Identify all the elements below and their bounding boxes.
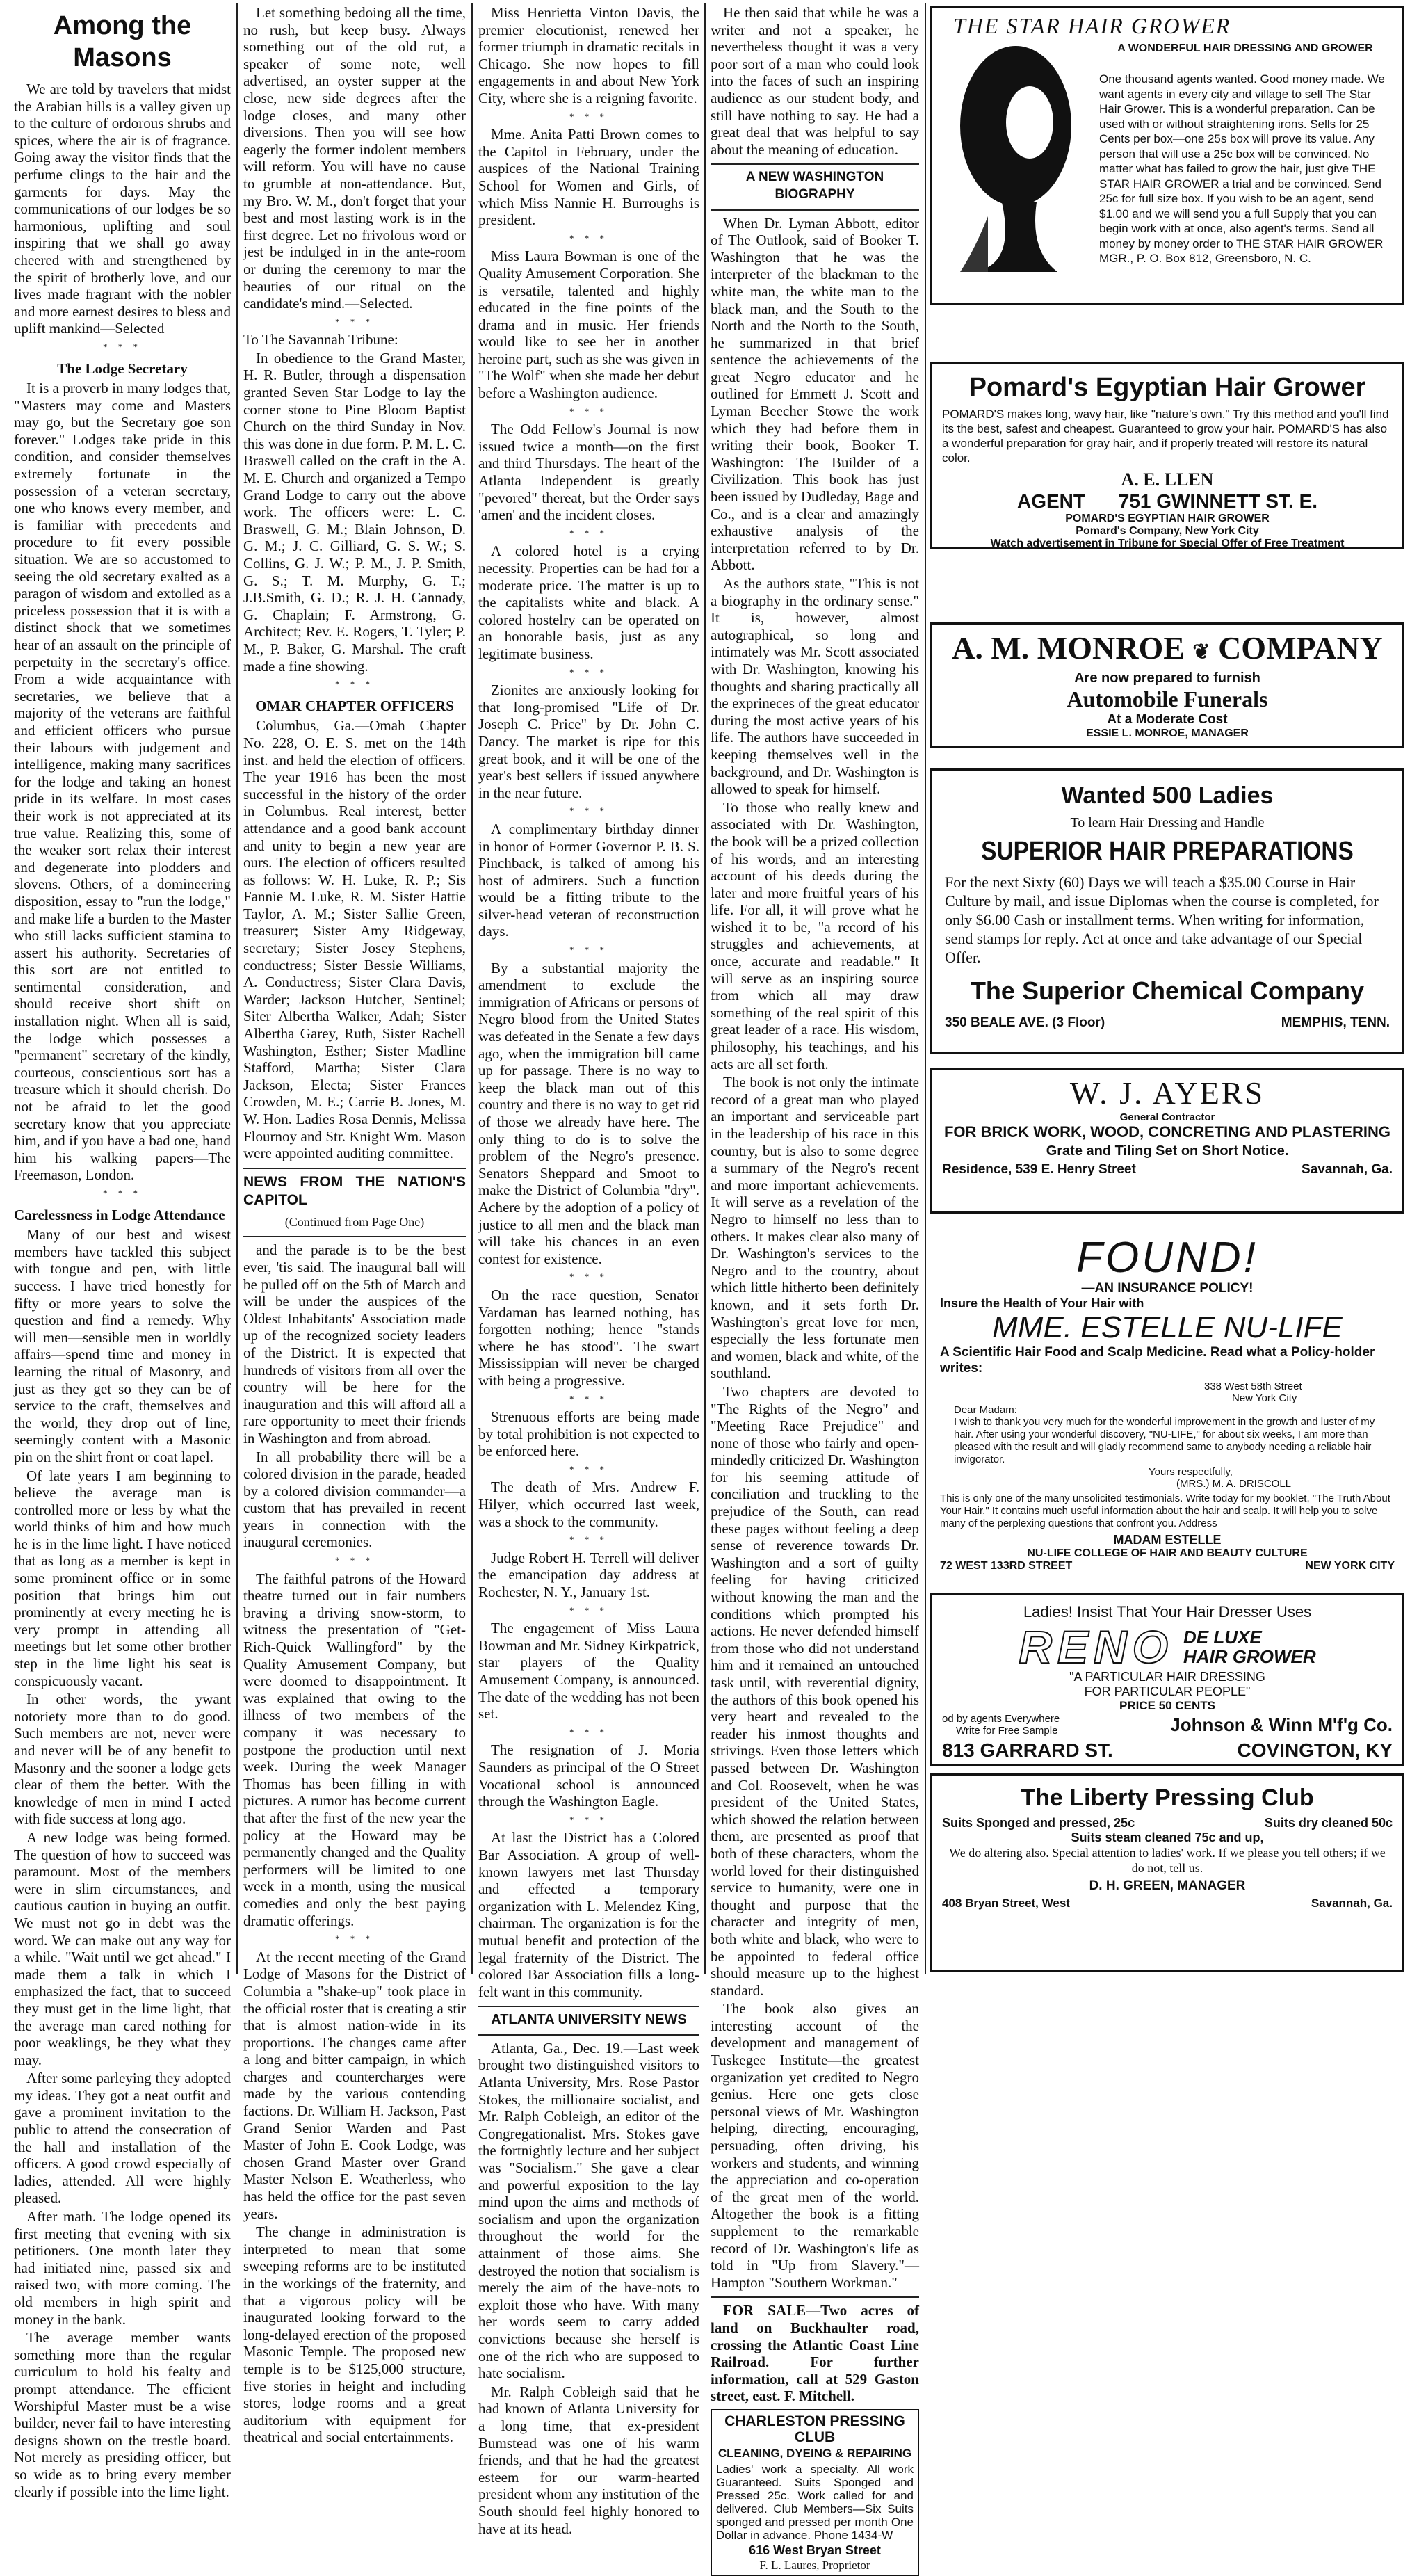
continued-note: (Continued from Page One) bbox=[284, 1214, 425, 1229]
separator: * * * bbox=[569, 1604, 608, 1616]
article-paragraph: The faithful patrons of the Howard theatre turned out in fair numbers braving a driving snow-storm, to witness the presentation of "Get-Rich-Quick Wallingford" by the Quality Amusement Company, but were doomed to disappointment. It was explained that owing to the illness of two members of the company it was necessary to postpone the production until next week. During the week Manager Thomas has been filling in with pictures. A rumor has become current that after the first of the new year the policy at the Howard may be permanently changed and the Quality performers will be limited to one week in a month, using the musical comedies and only the best paying dramatic offerings. bbox=[243, 1570, 466, 1929]
reno-sold-block bbox=[942, 1713, 1060, 1737]
pomard-agent-label: AGENT bbox=[1016, 490, 1085, 512]
column-3 bbox=[478, 4, 699, 2537]
article-paragraph: By a substantial majority the amendment to exclude the immigration of Africans or persons of Negro blood from the United States was defeated in the Senate a few days ago, when the immigration bill came up for passage. There is no way to keep the black man out of this country and there is no way to get rid of those we already have here. The only thing to do is to solve the problem of the Negro's presence. Senators Sheppard and Smoot to make the District of Columbia "dry". Achere by the adoption of a policy of justice to all men and the black man will take his chances in an even contest for existence. bbox=[478, 959, 699, 1267]
charleston-tagline: CLEANING, DYEING & REPAIRING bbox=[717, 2446, 912, 2460]
separator: * * * bbox=[569, 944, 608, 956]
separator: * * * bbox=[569, 527, 608, 538]
separator: * * * bbox=[569, 1393, 608, 1404]
article-paragraph: Of late years I am beginning to believe the average man is controlled more or less by what the world thinks of him and how much he is in the lime light. I have noticed that as long as a member is kept in some prominent office or in some position that brings him out prominently at every meeting he is very prompt in attending all meetings but let some other brother step in the lime light his seat is conspicuously vacant. bbox=[14, 1467, 231, 1689]
nulife-dear: Dear Madam: bbox=[954, 1404, 1017, 1416]
monroe-line1: Are now prepared to furnish bbox=[1074, 670, 1260, 686]
article-paragraph: At last the District has a Colored Bar Association. A group of well-known lawyers met last Thursday and effected a temporary organization with L. Melendez King, chairman. The organization is for the mutual benefit and protection of the legal fraternity of the District. The colored Bar Association fills a long-felt want in this community. bbox=[478, 1829, 699, 2000]
nulife-madam: MADAM ESTELLE bbox=[1113, 1533, 1222, 1547]
reno-company: Johnson & Winn M'f'g Co. bbox=[1170, 1714, 1393, 1735]
article-paragraph: Zionites are anxiously looking for that long-promised "Life of Dr. Joseph C. Price" by Dr. John C. Dancy. The market is ripe for this great book, and it will be one of the year's best sellers if issued anywhere in the near future. bbox=[478, 682, 699, 801]
separator: * * * bbox=[335, 1933, 374, 1945]
reno-tag1: "A PARTICULAR HAIR DRESSING bbox=[1069, 1670, 1265, 1684]
separator: * * * bbox=[335, 316, 374, 327]
column-1 bbox=[14, 4, 231, 2500]
divider bbox=[711, 163, 919, 165]
article-paragraph: The book is not only the intimate record of a great man who played an important and serviceable part in the leadership of his race in this country, but is also to some degree a summary of the Negro's recent and more important achievements. It will serve as a revelation of the Negro to himself no less than to others. It makes clear also many of Dr. Washington's services to the Negro and to the country, about which little hitherto been definitely known, and it sets forth Dr. Washington's great love for men, especially the less fortunate men and women, black and white, of the southland. bbox=[711, 1074, 919, 1382]
reno-line1: Ladies! Insist That Your Hair Dresser Uses bbox=[1023, 1603, 1312, 1620]
article-paragraph: A new lodge was being formed. The question of how to succeed was paramount. Most of the members were in slim circumstances, and cautious caution in buying an outfit. We must not go in debt was the word. We can make out any way for a while. "Wait until we get ahead." I made them a talk in which I emphasized the fact, that to succeed they must get in the lime light, that the average man cared nothing for poor weaklings, be they what they may. bbox=[14, 1828, 231, 2068]
liberty-line1a: Suits Sponged and pressed, 25c bbox=[942, 1816, 1135, 1830]
reno-street: 813 GARRARD ST. bbox=[942, 1739, 1113, 1761]
monroe-line2: Automobile Funerals bbox=[1067, 686, 1268, 711]
divider bbox=[711, 209, 919, 211]
reno-brand-row bbox=[942, 1621, 1393, 1673]
liberty-line3: We do altering also. Special attention to ladies' work. If we please you tell others; if we do not, tell us. bbox=[949, 1846, 1386, 1875]
ad-reno bbox=[930, 1593, 1404, 1766]
subheading-omar-chapter: OMAR CHAPTER OFFICERS bbox=[255, 697, 454, 714]
star-body: One thousand agents wanted. Good money made. We want agents in every city and village to sell The Star Hair Grower. This is a wonderful preparation. Can be used with or without straightening irons. Sells for 25 Cents per box—one 25s box will prove its value. Any person that will use a 25c box will be convinced. No matter what has failed to grow the hair, just give THE STAR HAIR GROWER a trial and be convinced. Send 25c for full size box. If you wish to be an agent, send $1.00 and we will send you a full Supply that you can begin work with at once, also agent's terms. Send all money by money order to THE STAR HAIR GROWER MGR., P. O. Box 812, Greensboro, N. C. bbox=[1099, 72, 1385, 265]
article-paragraph: In all probability there will be a colored division in the parade, headed by a colored division commander—a custom that has prevailed in recent years in connection with the inaugural ceremonies. bbox=[243, 1448, 466, 1551]
article-paragraph: The change in administration is interpreted to mean that some sweeping reforms are to be instituted in the workings of the fraternity, and that a vigorous policy will be inaugurated looking forward to the long-delayed erection of the proposed Masonic Temple. The proposed new temple is to be $125,000 structure, five stories in height and including stores, lodge rooms and a great auditorium with equipment for theatrical and social entertainments. bbox=[243, 2223, 466, 2446]
article-paragraph: After math. The lodge opened its first meeting that evening with six petitioners. One month later they had initiated nine, passed six and raised two, with more coming. The old members in high spirit and money in the bank. bbox=[14, 2208, 231, 2328]
nulife-college: NU-LIFE COLLEGE OF HAIR AND BEAUTY CULTURE bbox=[1027, 1547, 1308, 1559]
nulife-city: NEW YORK CITY bbox=[1305, 1560, 1395, 1572]
liberty-manager: D. H. GREEN, MANAGER bbox=[1089, 1878, 1246, 1893]
charleston-pressing-ad bbox=[711, 2409, 919, 2576]
charleston-owner: F. L. Laures, Proprietor bbox=[759, 2559, 870, 2573]
headline-among-the-masons: Among the Masons bbox=[53, 11, 192, 72]
article-paragraph: Columbus, Ga.—Omah Chapter No. 228, O. E. S. met on the 14th inst. and held the election of officers. The year 1916 has been the most successful in the history of the order in Columbus. Real interest, better attendance and a good bank account and unity to begin a new year are ours. The election of officers resulted as follows: W. H. Luke, R. P.; Sis Fannie M. Luke, R. M. Sister Hattie Taylor, A. M.; Sister Sallie Green, treasurer; Sister Amy Ridgeway, secretary; Sister Josey Stephens, conductress; Sister Bessie Williams, A. Conductress; Sister Clara Davis, Warder; Jackson Hutcher, Sentinel; Siter Albertha Walker, Adah; Sister Albertha Garey, Ruth, Sister Rachell Washington, Esther; Sister Madline Stafford, Martha; Sister Clara Jackson, Electa; Sister Frances Crowden, M. E.; Carrie B. Jones, M. W. Hon. Ladies Rosa Dennis, Melissa Flournoy and Str. Knight Wm. Mason were appointed auditing committee. bbox=[243, 717, 466, 1162]
nulife-addr1: 338 West 58th Street bbox=[1204, 1380, 1302, 1392]
charleston-body: Ladies' work a specialty. All work Guaranteed. Suits Sponged and Pressed 25c. Work called for and delivered. Club Members—Six Suits sponged and pressed per month One Dollar in advance. Phone 1434-W bbox=[716, 2462, 914, 2542]
divider bbox=[478, 2006, 699, 2007]
reno-tag2: FOR PARTICULAR PEOPLE" bbox=[1084, 1684, 1251, 1698]
ad-nu-life bbox=[930, 1230, 1404, 1584]
divider bbox=[478, 2034, 699, 2036]
article-paragraph: The Odd Fellow's Journal is now issued twice a month—on the first and third Thursdays. The heart of the Atlanta Independent is greatly "pevored" thereat, but the Order says 'amen' and the incident closes. bbox=[478, 421, 699, 524]
nulife-found: FOUND! bbox=[1076, 1234, 1258, 1282]
separator: * * * bbox=[335, 1555, 374, 1566]
monroe-manager: ESSIE L. MONROE, MANAGER bbox=[1086, 727, 1249, 739]
superior-body: For the next Sixty (60) Days we will teach a $35.00 Course in Hair Culture by mail, and issue Diplomas when the course is completed, for only $6.00 Cash or installment terms. When writing for information, send stamps for reply. Act at once and take advantage of our Special Offer. bbox=[945, 874, 1379, 966]
separator: * * * bbox=[569, 1534, 608, 1545]
article-paragraph: It is a proverb in many lodges that, "Masters may come and Masters may go, but the Secretary goe son forever." Lodges take pride in this condition, and consider themselves extremely fortunate in the possession of a veteran secretary, one who knows every member, and is familiar with precedents and procedure to fit every possible situation. We are so accustomed to seeing the old secretary exalted as a paragon of wisdom and extolled as a priceless possession that it is with a distinct shock that we sometimes hear of an assault on the principle of perpetuity in the secretary's office. From a wide acquaintance with secretaries, we believe that a majority of the veterans are faithful and efficient officers who pursue their labours with judgement and intelligence, making many sacrifices for the lodge and taking an honest pride in its welfare. In most cases their work is not appreciated at its true value. Realizing this, some of the weaker sort relax their interest and degenerate into plodders and slovens. Others, of a domineering disposition, essay to "run the lodge," and make life a burden to the Master who still lacks sufficient stamina to assert his authority. Secretaries of this sort are not entitled to sentimental consideration, and should receive short shift on installation night. When all is said, the lodge which possesses a "permanent" secretary of the kindly, courteous, conscientious sort has a treasure which it should cherish. Do not be afraid to let the good secretary know that you appreciate him, and if you have a bad one, hand him his walking papers—The Freemason, London. bbox=[14, 380, 231, 1184]
liberty-address: 408 Bryan Street, West bbox=[942, 1897, 1070, 1910]
article-paragraph: Miss Laura Bowman is one of the Quality Amusement Corporation. She is versatile, talented and highly educated in the fine points of the drama and in music. Her friends would like to see her in another heroine part, such as she was given in "The Wolf" when she made her debut before a Washington audience. bbox=[478, 248, 699, 402]
nulife-addr2: New York City bbox=[1232, 1392, 1297, 1404]
monroe-title-b: COMPANY bbox=[1218, 630, 1383, 666]
article-paragraph: Strenuous efforts are being made by total prohibition is not expected to be enforced here. bbox=[478, 1408, 699, 1460]
reno-deluxe: DE LUXE bbox=[1183, 1627, 1262, 1648]
pomard-title: Pomard's Egyptian Hair Grower bbox=[968, 373, 1366, 402]
pomard-agent-row bbox=[942, 490, 1393, 513]
reno-grower: HAIR GROWER bbox=[1183, 1646, 1316, 1667]
separator: * * * bbox=[569, 1814, 608, 1825]
superior-city: MEMPHIS, TENN. bbox=[1281, 1015, 1390, 1030]
woman-portrait-illustration bbox=[946, 42, 1085, 272]
pomard-agent-address: 751 GWINNETT ST. E. bbox=[1118, 490, 1318, 512]
nulife-desc: A Scientific Hair Food and Scalp Medicine. Read what a Policy-holder writes: bbox=[940, 1345, 1375, 1376]
separator: * * * bbox=[103, 341, 142, 352]
column-rule bbox=[704, 3, 706, 1974]
article-paragraph: The engagement of Miss Laura Bowman and Mr. Sidney Kirkpatrick, star players of the Quality Amusement Company, is announced. The date of the wedding has not been set. bbox=[478, 1620, 699, 1723]
ayers-address: Residence, 539 E. Henry Street bbox=[942, 1162, 1136, 1177]
subheading-lodge-secretary: The Lodge Secretary bbox=[57, 360, 188, 377]
ad-pomard bbox=[930, 362, 1404, 549]
column-2 bbox=[243, 4, 466, 2446]
column-4 bbox=[711, 4, 919, 2573]
nulife-street-row bbox=[940, 1560, 1395, 1572]
separator: * * * bbox=[569, 1726, 608, 1737]
article-paragraph: When Dr. Lyman Abbott, editor of The Outlook, said of Booker T. Washington that he was the interpreter of the blackman to the white man, the white man to the black man, and the South to the North and the North to the South, he summarized in that brief sentence the achievements of the great Negro educator and he outlined for Emmett J. Scott and Lyman Beecher Stowe the work which they had before them in writing their book, Booker T. Washington: The Builder of a Civilization. This book has just been issued by Dudleday, Bage and Co., and is a clear and amazingly exhaustive analysis of the interpretation referred to by Dr. Abbott. bbox=[711, 214, 919, 574]
superior-title: Wanted 500 Ladies bbox=[1061, 782, 1274, 809]
portrait-svg bbox=[946, 42, 1085, 272]
reno-grower-block bbox=[1183, 1627, 1316, 1666]
superior-line2: SUPERIOR HAIR PREPARATIONS bbox=[981, 837, 1354, 866]
article-paragraph: A colored hotel is a crying necessity. Properties can be had for a moderate price. The matter is up to the capitalists white and black. A colored hostelry can be operated on an honorable basis, just as any legitimate business. bbox=[478, 542, 699, 662]
divider bbox=[711, 2296, 919, 2298]
reno-sold: od by agents Everywhere bbox=[942, 1713, 1060, 1725]
monroe-title-a: A. M. MONROE bbox=[952, 630, 1185, 666]
article-paragraph: Two chapters are devoted to "The Rights of the Negro" and "Meeting Race Prejudice" and none of those who fairly and open-mindedly criticized Dr. Washington for his seeming attitude of conciliation and truckling to the prejudice of the South, can read these pages without feeling a deep sense of reverence towards Dr. Washington and a sort of guilty feeling for having criticized without knowing the man and the conditions which prompted his actions. He never defended himself from those who did not understand him and it remained an untouched task until, with reverential dignity, the authors of this book opened his very heart and revealed to the reader his inmost thoughts and strivings. Even those letters which passed between Dr. Washington and Col. Roosevelt, when he was president of the United States, which showed the relation between them, are presented as proof that both of these characters, whom the world loved for their distinguished service to humanity, were one in thought and purpose that the character and integrity of men, both white and black, who were to be appointed to federal office should measure up to the highest standard. bbox=[711, 1383, 919, 1999]
charleston-title: CHARLESTON PRESSING CLUB bbox=[724, 2413, 905, 2445]
article-paragraph: He then said that while he was a writer and not a speaker, he nevertheless thought it was a very poor sort of a man who could look into the faces of such an inspiring audience as our student body, and still have nothing to say. He had a great deal that was helpful to say about the meaning of education. bbox=[711, 4, 919, 158]
article-paragraph: Mme. Anita Patti Brown comes to the Capitol in February, under the auspices of the National Training School for Women and Girls, of which Miss Nannie H. Burroughs is president. bbox=[478, 126, 699, 229]
pomard-line3: Watch advertisement in Tribune for Special Offer of Free Treatment bbox=[990, 538, 1345, 549]
reno-price: PRICE 50 CENTS bbox=[1119, 1699, 1215, 1712]
reno-company-row bbox=[942, 1713, 1393, 1737]
article-paragraph: To The Savannah Tribune: bbox=[243, 331, 398, 348]
ad-monroe bbox=[930, 622, 1404, 748]
ayers-sub: General Contractor bbox=[1119, 1111, 1215, 1123]
headline-atlanta-university: ATLANTA UNIVERSITY NEWS bbox=[491, 2012, 687, 2028]
article-paragraph: and the parade is to be the best ever, 'tis said. The inaugural ball will be pulled off on the 5th of March and will be under the auspices of the Oldest Inhabitants' Association made up of the recognized society leaders of the District. It is expected that hundreds of visitors from all over the country will be here for the inauguration and this will afford all a rare opportunity to meet their friends in Washington and from abroad. bbox=[243, 1241, 466, 1447]
article-paragraph: At the recent meeting of the Grand Lodge of Masons for the District of Columbia a "shake-up" took place in the official roster that is creating a stir that is almost nation-wide in its proportions. The changes came after a long and bitter campaign, in which charges and countercharges were made by the various contending factions. Dr. William H. Jackson, Past Grand Senior Warden and Past Master of John E. Cook Lodge, was chosen Grand Master over Grand Master Nelson E. Weatherless, who has held the office for the past seven years. bbox=[243, 1948, 466, 2222]
classified-for-sale: FOR SALE—Two acres of land on Buckhaulter road, crossing the Atlantic Coast Line Railroad. For further information, call at 529 Gaston street, east. F. Mitchell. bbox=[711, 2302, 919, 2405]
article-paragraph: In other words, the ywant notoriety more than to do good. Such members are not, never were and never will be of any benefit to Masonry and the sooner a lodge gets clear of them the better. With the knowledge of men in mind I acted with fide success at long ago. bbox=[14, 1691, 231, 1828]
article-paragraph: Let something bedoing all the time, no rush, but keep busy. Always something out of the old rut, a speaker of some note, well advertised, an oyster supper at the close, new side degrees after the lodge closes, and many other diversions. Then you will see how eagerly the former indolent members will reform. You will have no cause to grumble at non-attendance. But, my Bro. W. M., don't forget that your best and most lasting work is in the first degree. Let no frivolous word or jest be indulged in in the ante-room or during the ceremony to mar the beauties of our ritual on the candidate's mind.—Selected. bbox=[243, 4, 466, 312]
column-rule bbox=[236, 3, 238, 1974]
separator: * * * bbox=[569, 1271, 608, 1282]
nulife-insure: Insure the Health of Your Hair with bbox=[940, 1296, 1144, 1310]
nulife-note: This is only one of the many unsolicited testimonials. Write today for my booklet, "The Truth About Your Hair." It contains much useful information about the hair and scalp. It will help you to solve many of the perplexing questions that confront you. Address bbox=[940, 1492, 1390, 1529]
nulife-name: MME. ESTELLE NU-LIFE bbox=[992, 1310, 1343, 1344]
ayers-city: Savannah, Ga. bbox=[1302, 1162, 1393, 1177]
pomard-line2: Pomard's Company, New York City bbox=[1076, 525, 1259, 537]
separator: * * * bbox=[569, 232, 608, 243]
divider bbox=[243, 1236, 466, 1237]
ornament-icon: ❦ bbox=[1192, 641, 1210, 663]
ad-liberty-pressing bbox=[930, 1773, 1404, 1972]
superior-address: 350 BEALE AVE. (3 Floor) bbox=[945, 1015, 1105, 1030]
liberty-line1b: Suits dry cleaned 50c bbox=[1264, 1816, 1393, 1830]
separator: * * * bbox=[335, 679, 374, 690]
liberty-address-row bbox=[942, 1897, 1393, 1910]
liberty-city: Savannah, Ga. bbox=[1311, 1897, 1393, 1910]
article-paragraph: Atlanta, Ga., Dec. 19.—Last week brought two distinguished visitors to Atlanta University, Mrs. Rose Pastor Stokes, the millionaire socialist, and Mr. Ralph Cobleigh, an editor of the Congregationalist. Mrs. Stokes gave the fortnightly lecture and her subject was "Socialism." She gave a clear and powerful exposition to the lay mind upon the aims and methods of socialism and upon the organization throughout the world for the attainment of those aims. She destroyed the notion that socialism is merely the aim of the have-nots to exploit those who have. With many her words seem to carry added convictions because she herself is one of the rich who are supposed to hate socialism. bbox=[478, 2039, 699, 2382]
reno-write: Write for Free Sample bbox=[956, 1725, 1058, 1737]
pomard-agent-name: A. E. LLEN bbox=[1121, 469, 1214, 490]
article-paragraph: On the race question, Senator Vardaman has learned nothing, has forgotten nothing; hence "stands where he has stood". The swart Mississippian will never be charged with being a progressive. bbox=[478, 1286, 699, 1389]
reno-address-row bbox=[942, 1739, 1393, 1762]
article-paragraph: A complimentary birthday dinner in honor of Former Governor P. B. S. Pinchback, is talked of among his host of admirers. Such a function would be a fitting tribute to the silver-head veteran of reconstruction days. bbox=[478, 820, 699, 940]
nulife-letter: I wish to thank you very much for the wonderful improvement in the growth and luster of my hair. After using your wonderful discovery, "NU-LIFE," for about six weeks, I am more than pleased with the result and will gladly recommend same to anybody needing a reliable hair invigorator. bbox=[954, 1416, 1375, 1465]
ayers-address-row bbox=[942, 1162, 1393, 1177]
pomard-line1: POMARD'S EGYPTIAN HAIR GROWER bbox=[1065, 513, 1270, 524]
star-sub: A WONDERFUL HAIR DRESSING AND GROWER bbox=[1117, 42, 1373, 54]
superior-company: The Superior Chemical Company bbox=[970, 976, 1365, 1005]
divider bbox=[243, 1168, 466, 1169]
article-paragraph: We are told by travelers that midst the Arabian hills is a valley given up to the culture of ordorous shrubs and spices, where the air is of fragrance. Going away the visitor finds that the perfume clings to the hair and the garments for days. May the communications of our lodges be so harmonious, uplifting and soul inspiring that we shall go away cheered with and strengthened by the spirit of brotherly love, and our lives made fragrant with the nobler and more earnest desires to bless and uplift mankind—Selected bbox=[14, 81, 231, 337]
article-paragraph: After some parleying they adopted my ideas. They got a neat outfit and gave a prominent invitation to the public to attend the consecration of the hall and installation of the officers. A good crowd especially of ladies, attended. All were highly pleased. bbox=[14, 2070, 231, 2207]
separator: * * * bbox=[569, 111, 608, 122]
superior-address-row bbox=[945, 1015, 1390, 1031]
nulife-signature: (MRS.) M. A. DRISCOLL bbox=[1176, 1478, 1292, 1490]
nulife-street: 72 WEST 133RD STREET bbox=[940, 1560, 1073, 1572]
ad-ayers bbox=[930, 1068, 1404, 1214]
separator: * * * bbox=[569, 666, 608, 677]
article-paragraph: The average member wants something more than the regular curriculum to hold his fealty and prompt attendance. The efficient Worshipful Master must be a wise builder, never fail to have interesting designs shown on the trestle board. Not merely as presiding officer, but so wide as to bring every member clearly if possible into the lime light. bbox=[14, 2329, 231, 2500]
article-paragraph: The resignation of J. Moria Saunders as principal of the O Street Vocational school is announced through the Washington Eagle. bbox=[478, 1741, 699, 1810]
article-paragraph: To those who really knew and associated with Dr. Washington, the book will be a prized collection of his words, and an interesting account of his deeds during the later and more fruitful years of his life. For all, it will prove what he wished it to be, "a record of his struggles and achievements, at once, accurate and readable." It will serve as an inspiring source from which all may draw something of the real spirit of this great leader of a race. His wisdom, philosophy, his teachings, and his acts are all set forth. bbox=[711, 798, 919, 1072]
monroe-line3: At a Moderate Cost bbox=[1107, 712, 1228, 727]
column-rule bbox=[925, 3, 926, 1974]
separator: * * * bbox=[103, 1188, 142, 1198]
ayers-line1: FOR BRICK WORK, WOOD, CONCRETING AND PLASTERING bbox=[943, 1123, 1391, 1141]
article-paragraph: Mr. Ralph Cobleigh said that he had known of Atlanta University for a long time, that ex-president Bumstead was one of his warm friends, and that he had the greatest esteem for our warm-hearted president whom any institution of the South should feel highly honored to have at its head. bbox=[478, 2383, 699, 2537]
liberty-line2: Suits steam cleaned 75c and up, bbox=[1071, 1830, 1264, 1844]
ad-superior-chemical bbox=[930, 768, 1404, 1054]
ayers-title: W. J. AYERS bbox=[1069, 1075, 1265, 1111]
column-rule bbox=[471, 3, 473, 1974]
article-paragraph: As the authors state, "This is not a biography in the ordinary sense." It is, however, almost autographical, so long and intimately was Mr. Scott associated with Dr. Washington, knowing his thoughts and sharing practically all the exprineces of the great educator during the most active years of his life. The authors have succeeded in keeping themselves well in the background, and Dr. Washington is allowed to speak for himself. bbox=[711, 575, 919, 798]
separator: * * * bbox=[569, 405, 608, 417]
nulife-yours: Yours respectfully, bbox=[1149, 1466, 1233, 1478]
article-paragraph: In obedience to the Grand Master, H. R. Butler, through a dispensation granted Seven Star Lodge to lay the corner stone to Pine Bloom Baptist Church on the third Sunday in Nov. this was done in due form. P. M. L. C. Braswell called on the craft in the A. M. E. Church and organized a Tempo Grand Lodge to carry out the above work. The officers were: L. C. Braswell, G. M.; Blain Johnson, D. G. M.; J. C. Gilliard, G. S. W.; S. Collins, G. J. W.; P. M., J. P. Smith, G. S.; T. M. Murphy, G. T.; J.B.Smith, G. D.; R. J. H. Cannady, G. Chaplain; F. Armstrong, G. Architect; Rev. E. Rogers, T. Tyler; P. M., P. Baker, G. Marshal. The craft made a fine showing. bbox=[243, 349, 466, 675]
headline-washington-biography: A NEW WASHINGTON BIOGRAPHY bbox=[745, 170, 884, 202]
separator: * * * bbox=[569, 1463, 608, 1474]
article-paragraph: The death of Mrs. Andrew F. Hilyer, which occurred last week, was a shock to the community. bbox=[478, 1479, 699, 1530]
reno-city: COVINGTON, KY bbox=[1237, 1739, 1393, 1761]
article-paragraph: Many of our best and wisest members have tackled this subject with tongue and pen, with little success. I have tried honestly for fifty or more years to solve the question and find a remedy. Why will men—sensible men in worldly affairs—spend time and money in learning the ritual of Masonry, and just as they get so they can be of service to the craft, themselves and the world, they drop out of line, seemingly content with a Masonic pin on the shirt front or coat lapel. bbox=[14, 1226, 231, 1465]
superior-line1: To learn Hair Dressing and Handle bbox=[1070, 815, 1265, 830]
headline-nations-capitol: NEWS FROM THE NATION'S CAPITOL bbox=[243, 1173, 466, 1208]
subheading-carelessness: Carelessness in Lodge Attendance bbox=[14, 1206, 225, 1223]
separator: * * * bbox=[569, 805, 608, 816]
pomard-body: POMARD'S makes long, wavy hair, like "nature's own." Try this method and you'll find its the best, safest and cheapest. Guaranteed to grow your hair. POMARD'S has also a wonderful preparation for gray hair, and if properly treated will restore its natural color. bbox=[942, 408, 1389, 465]
reno-name: RENO bbox=[1019, 1621, 1174, 1673]
article-paragraph: Miss Henrietta Vinton Davis, the premier elocutionist, renewed her former triumph in dramatic recitals in Chicago. She now hopes to fill engagements in and about New York City, where she is a reigning favorite. bbox=[478, 4, 699, 106]
liberty-row1 bbox=[942, 1816, 1393, 1830]
ayers-line2: Grate and Tiling Set on Short Notice. bbox=[1046, 1143, 1289, 1159]
liberty-title: The Liberty Pressing Club bbox=[1021, 1785, 1314, 1811]
article-paragraph: Judge Robert H. Terrell will deliver the emancipation day address at Rochester, N. Y., January 1st. bbox=[478, 1549, 699, 1601]
star-title: THE STAR HAIR GROWER bbox=[953, 13, 1231, 38]
article-paragraph: The book also gives an interesting account of the development and management of Tuskegee Institute—the greatest organization yet credited to Negro genius. Here one gets close personal views of Mr. Washington helping, directing, encouraging, persuading, often driving, his workers and students, and winning the appreciation and co-operation of the great men of the world. Altogether the book is a fitting supplement to the remarkable record of Dr. Washington's life as told in "Up from Slavery."—Hampton "Southern Workman." bbox=[711, 2000, 919, 2291]
monroe-title-row bbox=[938, 630, 1397, 670]
charleston-address: 616 West Bryan Street bbox=[749, 2543, 881, 2557]
ad-star-hair-grower bbox=[930, 6, 1404, 305]
nulife-policy: —AN INSURANCE POLICY! bbox=[1081, 1281, 1254, 1296]
